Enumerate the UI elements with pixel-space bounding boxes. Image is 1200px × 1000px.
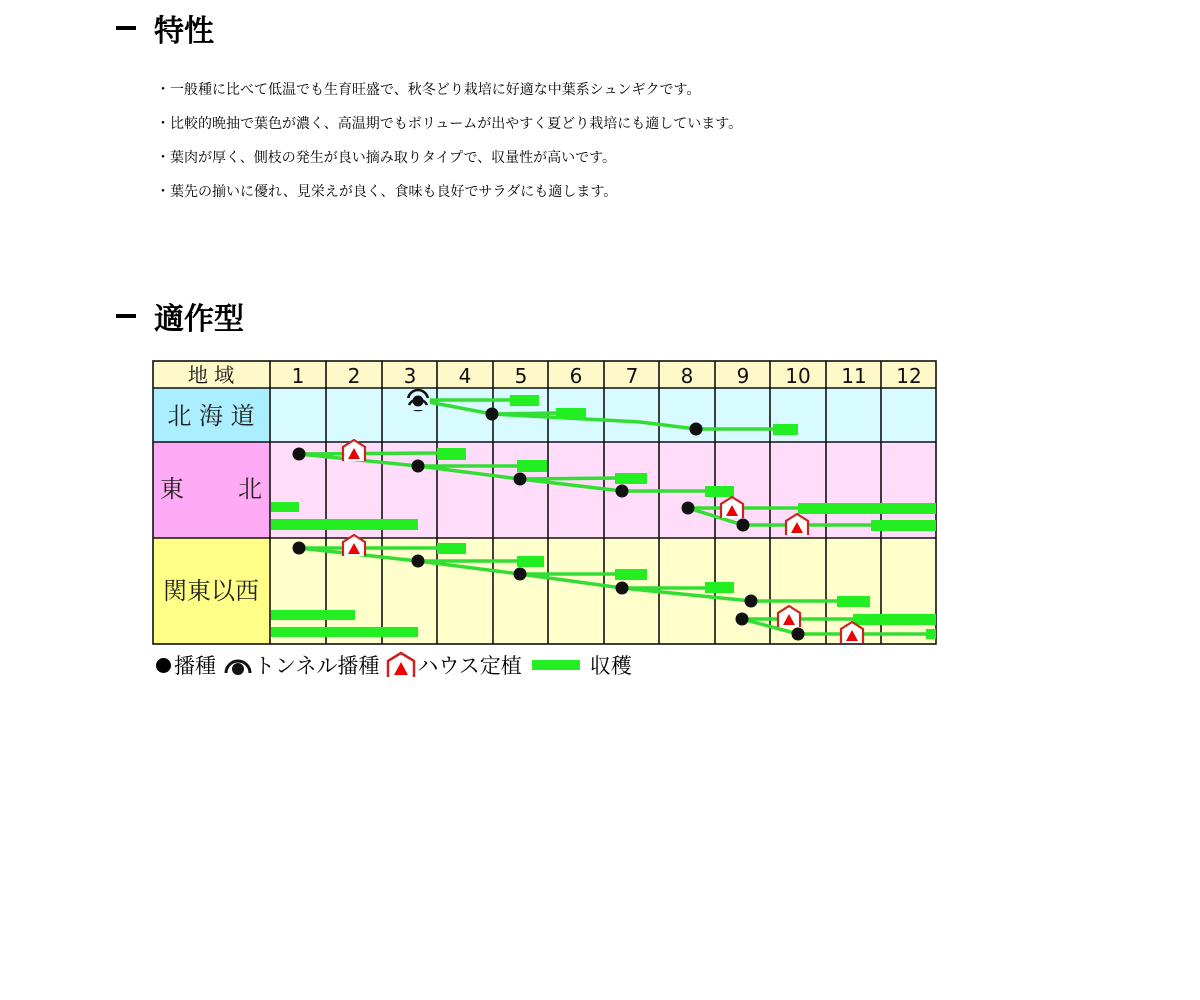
svg-text:3: 3 <box>403 364 417 388</box>
house-planting-icon <box>385 651 417 679</box>
svg-text:9: 9 <box>736 364 750 388</box>
svg-text:6: 6 <box>569 364 583 388</box>
harvest-bar-icon <box>532 660 580 670</box>
legend-house-planting: ハウス定植 <box>385 650 521 680</box>
svg-text:10: 10 <box>785 364 811 388</box>
cropping-title-text: 適作型 <box>154 302 244 337</box>
sowing-icon <box>690 423 703 436</box>
region-header: 地 域 <box>187 363 235 387</box>
svg-text:7: 7 <box>625 364 639 388</box>
region-label-hokkaido: 北 海 道 <box>167 402 255 430</box>
region-label-tohoku-1: 東 <box>160 475 184 503</box>
sowing-icon <box>486 408 499 421</box>
tunnel-sowing-icon <box>222 651 254 679</box>
svg-text:5: 5 <box>514 364 528 388</box>
svg-text:1: 1 <box>291 364 305 388</box>
legend-harvest: 収穫 <box>528 650 632 680</box>
feature-item: ・ 葉先の揃いに優れ、見栄えが良く、食味も良好でサラダにも適します。 <box>156 180 742 214</box>
chart-legend <box>156 650 638 680</box>
region-label-tohoku-2: 北 <box>238 475 262 503</box>
svg-text:4: 4 <box>458 364 472 388</box>
svg-text:2: 2 <box>347 364 361 388</box>
feature-item: ・ 葉肉が厚く、側枝の発生が良い摘み取りタイプで、収量性が高いです。 <box>156 146 742 180</box>
feature-item: ・ 比較的晩抽で葉色が濃く、高温期でもボリュームが出やすく夏どり栽培にも適しています。 <box>156 112 742 146</box>
svg-text:8: 8 <box>680 364 694 388</box>
region-label-kanto: 関東以西 <box>163 577 259 605</box>
svg-text:11: 11 <box>841 364 867 388</box>
hokkaido-row-bg <box>270 388 936 442</box>
svg-text:12: 12 <box>896 364 922 388</box>
legend-sowing: 播種 <box>156 650 216 680</box>
sowing-icon <box>156 658 171 673</box>
feature-item: ・ 一般種に比べて低温でも生育旺盛で、秋冬どり栽培に好適な中葉系シュンギクです。 <box>156 78 742 112</box>
legend-tunnel-sowing: トンネル播種 <box>222 650 379 680</box>
features-title-text: 特性 <box>154 14 214 49</box>
